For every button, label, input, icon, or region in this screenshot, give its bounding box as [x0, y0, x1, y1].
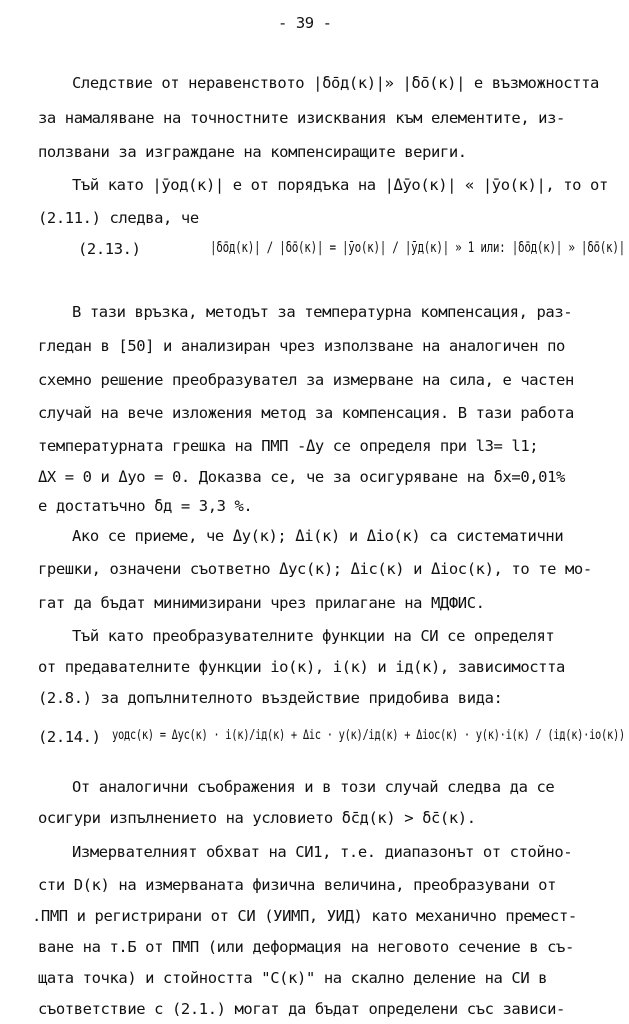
- text-line: Тъй като преобразувателните функции на СИ се определят: [72, 627, 555, 645]
- text-line: гат да бъдат минимизирани чрез прилагане на МДФИС.: [38, 594, 485, 612]
- text-line: Ако се приеме, че Δy(к); Δi(к) и Δiо(к) са систематични: [72, 527, 564, 545]
- text-line: ΔX = 0 и Δyо = 0. Доказва се, че за осигуряване на δx=0,01%: [38, 468, 565, 486]
- equation: |δ̄од(к)| / |δ̄о(к)| = |ȳо(к)| / |ȳд(к)| » 1 или: |δ̄од(к)| » |δ̄о(к)|: [210, 240, 625, 256]
- text-line: (2.11.) следва, че: [38, 209, 199, 227]
- text-line: грешки, означени съответно Δyс(к); Δiс(к) и Δiос(к), то те мо-: [38, 560, 592, 578]
- text-line: съответствие с (2.1.) могат да бъдат определени със зависи-: [38, 1000, 565, 1018]
- text-line: е достатъчно δд = 3,3 %.: [38, 497, 253, 515]
- text-line: от предавателните функции iо(к), i(к) и iд(к), зависимостта: [38, 658, 565, 676]
- text-line: щата точка) и стойността "С(к)" на скално деление на СИ в: [38, 969, 548, 987]
- text-line: гледан в [50] и анализиран чрез използване на аналогичен по: [38, 337, 565, 355]
- text-line: В тази връзка, методът за температурна компенсация, раз-: [72, 303, 573, 321]
- text-line: схемно решение преобразувател за измерване на сила, е частен: [38, 371, 574, 389]
- text-line: От аналогични съображения и в този случай следва да се: [72, 778, 555, 796]
- text-line: за намаляване на точностните изисквания към елементите, из-: [38, 109, 565, 127]
- text-line: .ПМП и регистрирани от СИ (УИМП, УИД) като механично премест-: [32, 907, 577, 925]
- text-line: Тъй като |ȳод(к)| е от порядъка на |Δȳо(к)| « |ȳо(к)|, то от: [72, 176, 608, 194]
- equation-label: (2.14.): [38, 728, 101, 746]
- text-line: ползвани за изграждане на компенсиращите вериги.: [38, 143, 467, 161]
- text-line: Измервателният обхват на СИ1, т.е. диапазонът от стойно-: [72, 843, 573, 861]
- equation: yодс(к) = Δyс(к) · i(к)/iд(к) + Δiс · y(к)/iд(к) + Δiос(к) · y(к)·i(к) / (iд(к)·iо(к)): [112, 728, 625, 743]
- text-line: (2.8.) за допълнителното въздействие придобива вида:: [38, 689, 503, 707]
- text-line: ване на т.Б от ПМП (или деформация на неговото сечение в съ-: [38, 938, 574, 956]
- text-line: Следствие от неравенството |δ̄од(к)|» |δ̄о(к)| е възможността: [72, 74, 599, 92]
- text-line: сти D(к) на измерваната физична величина, преобразувани от: [38, 876, 557, 894]
- page-number: - 39 -: [278, 14, 332, 32]
- equation-label: (2.13.): [78, 240, 141, 258]
- text-line: температурната грешка на ПМП -Δy се определя при l3= l1;: [38, 437, 539, 455]
- text-line: осигури изпълнението на условието δ̄сд(к) > δ̄с(к).: [38, 809, 476, 827]
- text-line: случай на вече изложения метод за компенсация. В тази работа: [38, 404, 574, 422]
